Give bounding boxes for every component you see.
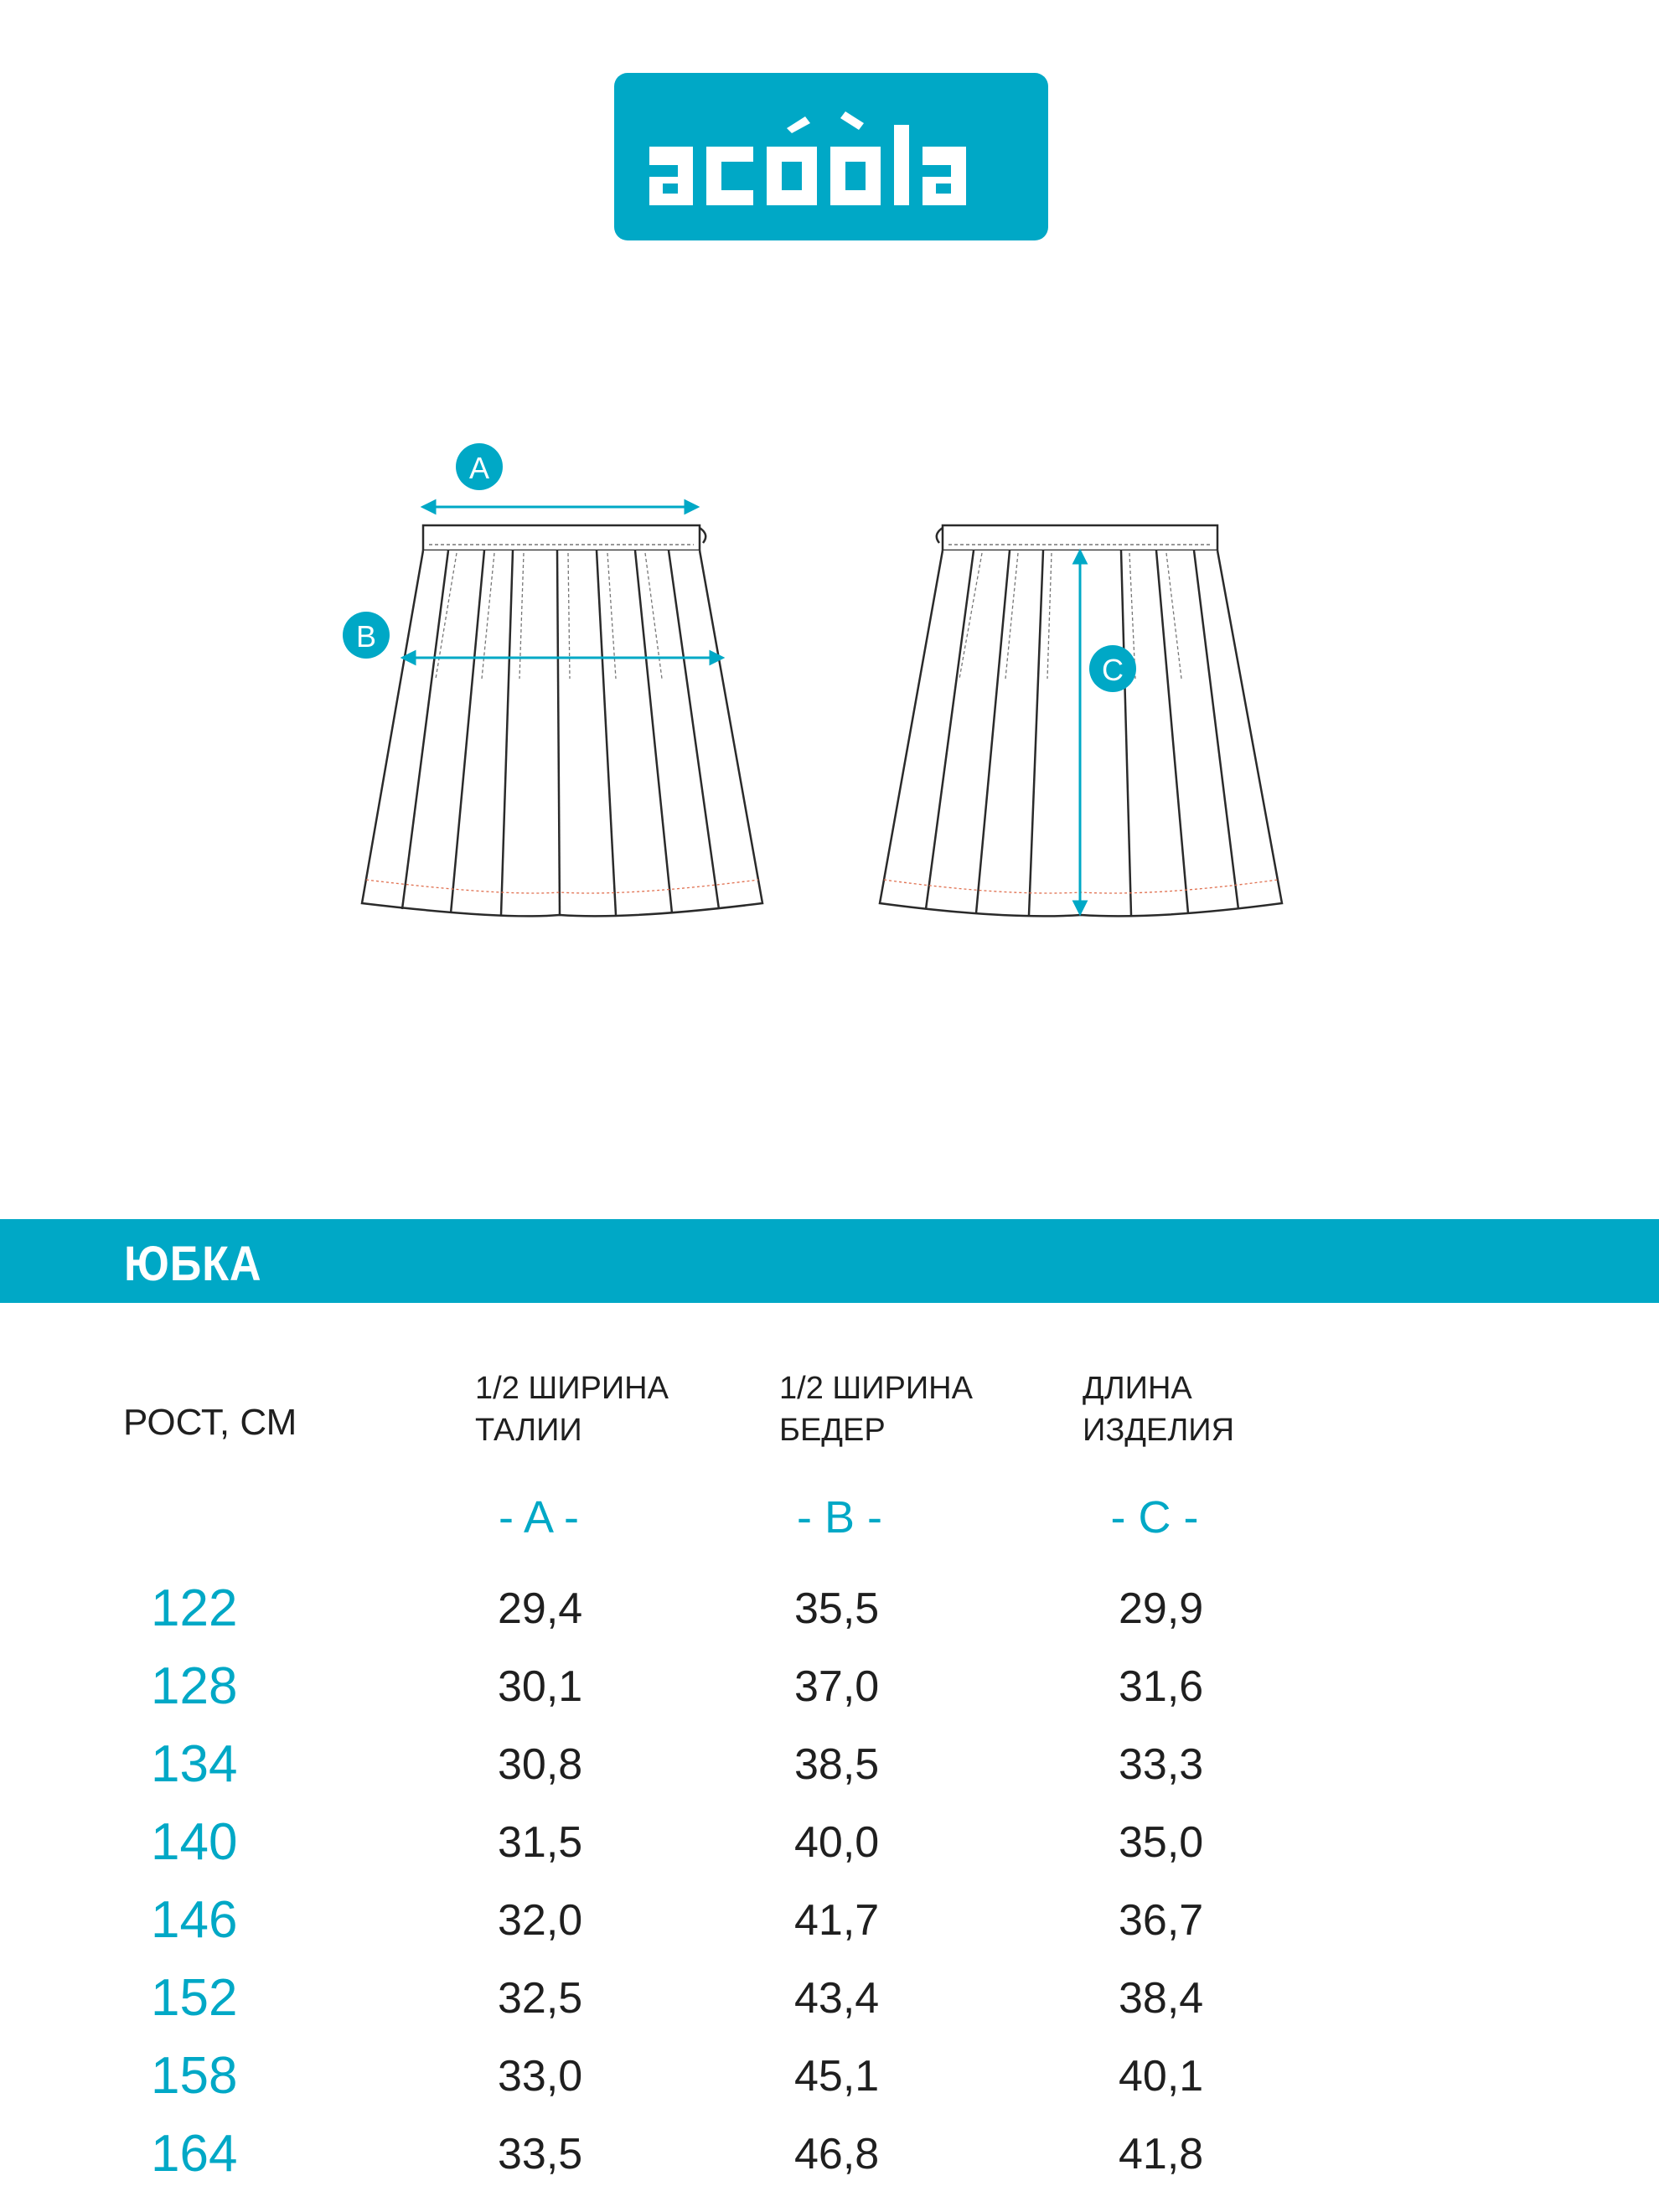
marker-a <box>456 443 503 490</box>
length-cell: 38,4 <box>1119 1974 1204 2023</box>
column-letter-c: - C - <box>1110 1492 1199 1543</box>
column-header-line1: 1/2 ШИРИНА <box>779 1371 973 1406</box>
hips-cell: 46,8 <box>794 2130 880 2178</box>
hips-cell: 38,5 <box>794 1740 880 1789</box>
table-row <box>0 2047 1659 2125</box>
waist-cell: 30,8 <box>498 1740 583 1789</box>
marker-c <box>1089 645 1136 692</box>
marker-a-label: A <box>468 451 490 485</box>
table-row <box>0 1969 1659 2047</box>
height-cell: 146 <box>151 1891 238 1949</box>
marker-b <box>343 612 390 659</box>
hips-cell: 37,0 <box>794 1662 880 1711</box>
column-header-line2: ТАЛИИ <box>475 1413 582 1448</box>
acoola-wordmark <box>614 73 1048 240</box>
height-cell: 152 <box>151 1969 238 2027</box>
waist-cell: 33,0 <box>498 2052 583 2101</box>
column-header-line2: ИЗДЕЛИЯ <box>1083 1413 1235 1448</box>
waist-cell: 33,5 <box>498 2130 583 2178</box>
table-row <box>0 1735 1659 1813</box>
length-cell: 35,0 <box>1119 1818 1204 1867</box>
brand-logo <box>614 73 1048 240</box>
hips-cell: 43,4 <box>794 1974 880 2023</box>
height-cell: 128 <box>151 1657 238 1715</box>
waist-cell: 32,5 <box>498 1974 583 2023</box>
hips-cell: 40,0 <box>794 1818 880 1867</box>
table-row <box>0 1813 1659 1891</box>
hips-cell: 45,1 <box>794 2052 880 2101</box>
height-cell: 140 <box>151 1813 238 1871</box>
marker-b-label: B <box>355 619 377 654</box>
waist-cell: 30,1 <box>498 1662 583 1711</box>
section-banner <box>0 1219 1659 1303</box>
length-cell: 40,1 <box>1119 2052 1204 2101</box>
hips-cell: 41,7 <box>794 1896 880 1945</box>
marker-c-label: C <box>1102 653 1124 687</box>
length-cell: 36,7 <box>1119 1896 1204 1945</box>
length-cell: 29,9 <box>1119 1584 1204 1633</box>
length-cell: 41,8 <box>1119 2130 1204 2178</box>
column-header-a <box>475 1367 669 1451</box>
skirt-diagram <box>0 402 1659 1005</box>
row-header: РОСТ, СМ <box>123 1402 297 1443</box>
height-cell: 164 <box>151 2125 238 2183</box>
table-row <box>0 2125 1659 2203</box>
column-header-line1: 1/2 ШИРИНА <box>475 1371 669 1406</box>
column-header-line1: ДЛИНА <box>1083 1371 1192 1406</box>
table-row <box>0 1657 1659 1735</box>
height-cell: 158 <box>151 2047 238 2105</box>
column-letter-b: - B - <box>797 1492 882 1543</box>
section-title: ЮБКА <box>124 1237 262 1291</box>
table-row <box>0 1579 1659 1657</box>
height-cell: 134 <box>151 1735 238 1793</box>
skirt-front <box>362 525 762 916</box>
hips-cell: 35,5 <box>794 1584 880 1633</box>
column-header-c <box>1083 1367 1234 1451</box>
waist-cell: 31,5 <box>498 1818 583 1867</box>
column-letter-a: - A - <box>498 1492 580 1543</box>
waist-cell: 29,4 <box>498 1584 583 1633</box>
column-header-line2: БЕДЕР <box>779 1413 886 1448</box>
height-cell: 122 <box>151 1579 238 1637</box>
column-header-b <box>779 1367 973 1451</box>
length-cell: 31,6 <box>1119 1662 1204 1711</box>
waist-cell: 32,0 <box>498 1896 583 1945</box>
length-cell: 33,3 <box>1119 1740 1204 1789</box>
table-row <box>0 1891 1659 1969</box>
